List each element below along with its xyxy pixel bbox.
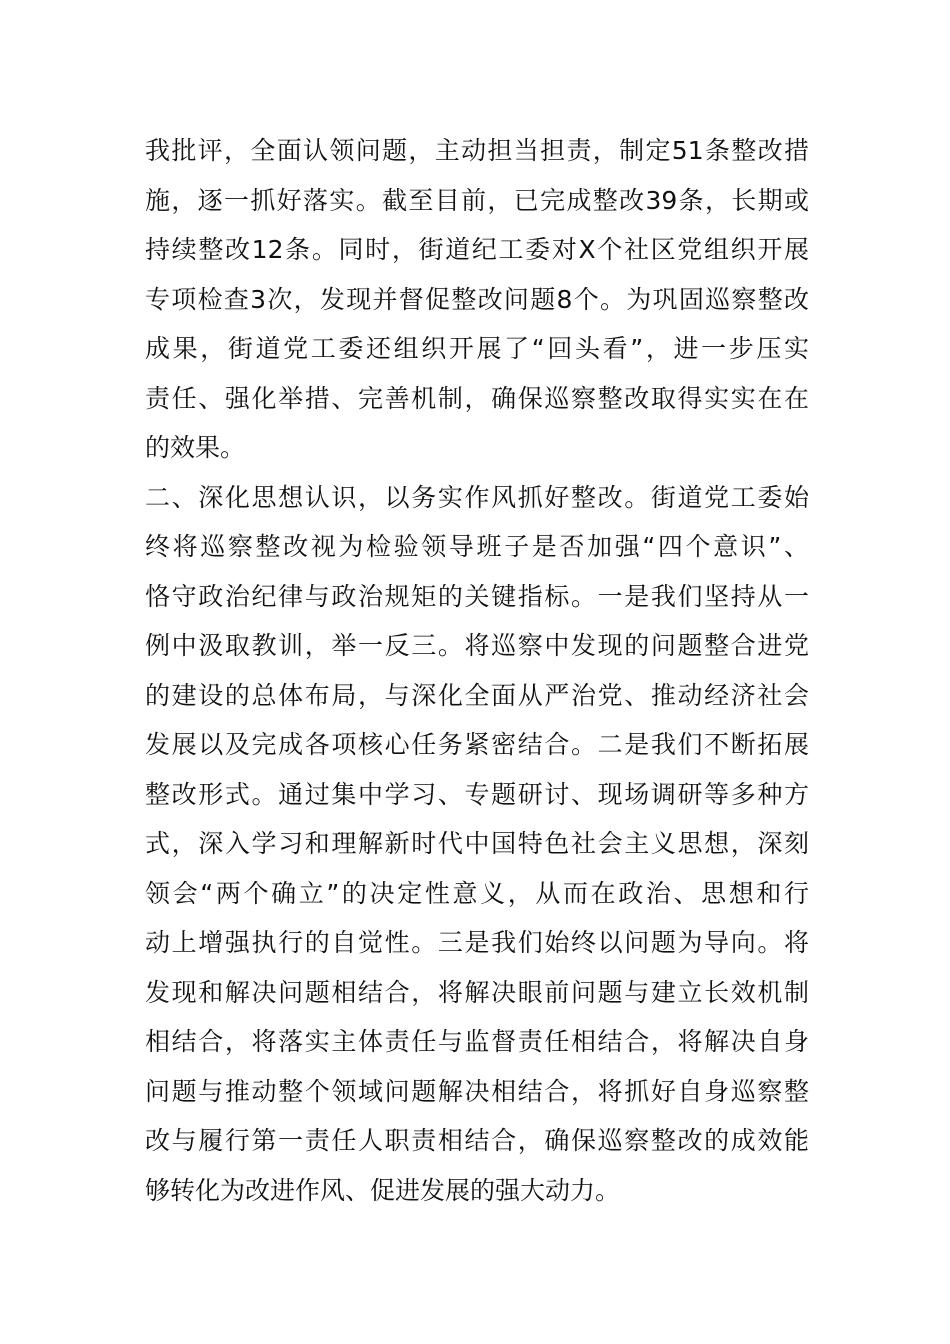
- text-line: 持续整改12条。同时，街道纪工委对X个社区党组织开展: [145, 235, 809, 264]
- text-line: 领会“两个确立”的决定性意义，从而在政治、思想和行: [145, 878, 809, 908]
- text-line: 式，深入学习和理解新时代中国特色社会主义思想，深刻: [145, 829, 809, 858]
- text-line: 相结合，将落实主体责任与监督责任相结合，将解决自身: [145, 1027, 809, 1056]
- paragraph-end-line: 够转化为改进作风、促进发展的强大动力。: [145, 1175, 621, 1205]
- body-text: [145, 126, 809, 1215]
- text-line: 终将巡察整改视为检验领导班子是否加强“四个意识”、: [145, 532, 809, 561]
- text-line: 发展以及完成各项核心任务紧密结合。二是我们不断拓展: [145, 730, 809, 759]
- paragraph-end-line: 的效果。: [145, 433, 246, 462]
- text-line: 成果，街道党工委还组织开展了“回头看”，进一步压实: [145, 334, 809, 363]
- section-heading-line: 二、深化思想认识，以务实作风抓好整改。街道党工委始: [145, 482, 809, 512]
- text-line: 施，逐一抓好落实。截至目前，已完成整改39条，长期或: [145, 185, 809, 215]
- text-line: 例中汲取教训，举一反三。将巡察中发现的问题整合进党: [145, 631, 809, 660]
- text-line: 我批评，全面认领问题，主动担当担责，制定51条整改措: [145, 136, 809, 165]
- text-line: 专项检查3次，发现并督促整改问题8个。为巩固巡察整改: [145, 284, 809, 314]
- text-line: 责任、强化举措、完善机制，确保巡察整改取得实实在在: [145, 383, 809, 413]
- text-line: 问题与推动整个领域问题解决相结合，将抓好自身巡察整: [145, 1076, 809, 1106]
- text-line: 改与履行第一责任人职责相结合，确保巡察整改的成效能: [145, 1126, 809, 1155]
- text-line: 发现和解决问题相结合，将解决眼前问题与建立长效机制: [145, 977, 809, 1007]
- text-line: 整改形式。通过集中学习、专题研讨、现场调研等多种方: [145, 779, 809, 809]
- text-line: 的建设的总体布局，与深化全面从严治党、推动经济社会: [145, 680, 809, 710]
- text-line: 恪守政治纪律与政治规矩的关键指标。一是我们坚持从一: [145, 581, 809, 611]
- text-line: 动上增强执行的自觉性。三是我们始终以问题为导向。将: [145, 928, 809, 957]
